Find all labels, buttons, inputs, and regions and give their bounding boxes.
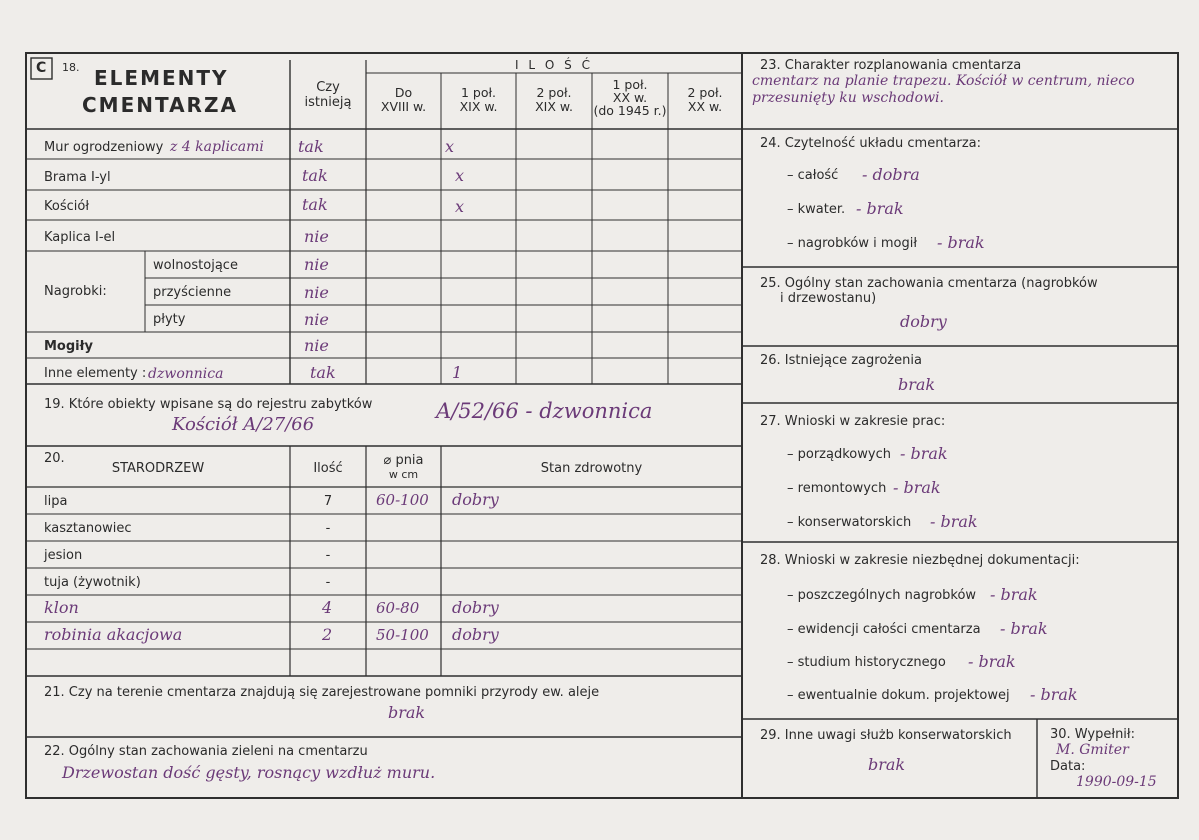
s28-v1: - brak (990, 585, 1038, 604)
s28-l1: – poszczególnych nagrobków (787, 588, 977, 603)
section-20-number: 20. (44, 451, 65, 466)
s27-v3: - brak (930, 512, 978, 531)
row-brama-mark: x (455, 166, 465, 185)
row-nagrobki-label: Nagrobki: (44, 284, 107, 299)
tree-name-1: kasztanowiec (44, 521, 132, 536)
tree-state-4: dobry (452, 598, 499, 617)
row-mogily-label: Mogiły (44, 339, 93, 354)
section-23-value-1: cmentarz na planie trapezu. Kościół w centrum, nieco (752, 73, 1135, 89)
section-19-value-1: Kościół A/27/66 (172, 414, 315, 435)
header-czy: Czy (316, 80, 340, 95)
s24-l3: – nagrobków i mogił (787, 236, 918, 251)
tree-count-2: - (325, 548, 331, 563)
tree-count-3: - (325, 575, 331, 590)
s24-v3: - brak (937, 233, 985, 252)
section-19-value-2: A/52/66 - dzwonnica (436, 399, 653, 423)
row-plyty-value: nie (304, 310, 329, 329)
section-30-label: 30. Wypełnił: (1050, 727, 1135, 742)
period-0-line-0: Do (394, 85, 413, 100)
row-inne-label: Inne elementy : (44, 366, 147, 381)
row-mur-mark: x (445, 137, 455, 156)
period-1-line-1: XIX w. (459, 99, 498, 114)
section-25-value: dobry (900, 312, 947, 331)
s24-v1: - dobra (862, 165, 920, 184)
tree-name-5: robinia akacjowa (44, 625, 183, 644)
starodrzew-pnia-header: ⌀ pnia (383, 453, 424, 468)
row-brama-label: Brama I-yl (44, 170, 111, 185)
s28-v3: - brak (968, 652, 1016, 671)
header-istnieja: istnieją (304, 95, 352, 110)
row-kaplica-exists: nie (304, 227, 329, 246)
section-23-label: 23. Charakter rozplanowania cmentarza (760, 58, 1022, 73)
row-kaplica-label: Kaplica I-el (44, 230, 116, 245)
starodrzew-stan-header: Stan zdrowotny (540, 461, 643, 476)
s27-v1: - brak (900, 444, 948, 463)
starodrzew-ilosc-header: Ilość (313, 461, 343, 476)
row-wolnostojace-label: wolnostojące (153, 258, 238, 273)
period-3-line-0: 1 poł. (612, 77, 648, 92)
section-29-label: 29. Inne uwagi służb konserwatorskich (760, 728, 1012, 743)
row-kosciol-mark: x (455, 197, 465, 216)
s28-l2: – ewidencji całości cmentarza (787, 622, 981, 637)
section-18-number: 18. (62, 61, 80, 74)
s24-v2: - brak (856, 199, 904, 218)
s28-v4: - brak (1030, 685, 1078, 704)
section-28-label: 28. Wnioski w zakresie niezbędnej dokumentacji: (760, 553, 1080, 568)
s27-l3: – konserwatorskich (787, 515, 912, 530)
tree-count-0: 7 (323, 494, 333, 509)
s24-l1: – całość (787, 168, 839, 183)
period-1-line-0: 1 poł. (460, 85, 497, 100)
section-26-value: brak (898, 375, 936, 394)
s27-v2: - brak (893, 478, 941, 497)
section-22-label: 22. Ogólny stan zachowania zieleni na cmentarzu (44, 744, 368, 759)
s24-l2: – kwater. (787, 202, 846, 217)
section-30-date-label: Data: (1050, 759, 1086, 774)
section-30-name: M. Gmiter (1056, 742, 1129, 758)
tree-state-0: dobry (452, 490, 499, 509)
row-inne-exists: tak (310, 363, 336, 382)
row-mur-note: z 4 kaplicami (170, 139, 264, 155)
section-22-value: Drzewostan dość gęsty, rosnący wzdłuż muru. (62, 763, 436, 782)
row-przyscienne-label: przyścienne (153, 285, 232, 300)
row-mogily-exists: nie (304, 336, 329, 355)
tree-count-1: - (325, 521, 331, 536)
period-3-line-1: XX w. (612, 90, 648, 105)
s28-l4: – ewentualnie dokum. projektowej (787, 688, 1010, 703)
section-25-label-2: i drzewostanu) (780, 291, 877, 306)
section-25-label-1: 25. Ogólny stan zachowania cmentarza (nagrobków (760, 276, 1098, 291)
row-przyscienne-value: nie (304, 283, 329, 302)
row-plyty-label: płyty (153, 312, 186, 327)
starodrzew-title: STARODRZEW (111, 461, 205, 476)
period-3-line-2: (do 1945 r.) (593, 103, 667, 118)
s27-l2: – remontowych (787, 481, 887, 496)
tree-count-5: 2 (322, 625, 333, 644)
section-29-value: brak (868, 755, 906, 774)
section-27-label: 27. Wnioski w zakresie prac: (760, 414, 946, 429)
period-2-line-1: XIX w. (535, 99, 573, 114)
row-brama-exists: tak (302, 166, 328, 185)
section-19-label: 19. Które obiekty wpisane są do rejestru zabytków (44, 397, 373, 412)
tree-name-4: klon (44, 598, 79, 617)
title-line-1: ELEMENTY (94, 66, 229, 90)
s28-v2: - brak (1000, 619, 1048, 638)
tree-name-2: jesion (44, 548, 83, 563)
tree-size-0: 60-100 (376, 491, 429, 509)
period-2-line-0: 2 poł. (536, 85, 572, 100)
s28-l3: – studium historycznego (787, 655, 946, 670)
row-inne-count: 1 (452, 363, 463, 382)
tree-count-4: 4 (322, 598, 333, 617)
starodrzew-cm-header: w cm (388, 468, 419, 481)
period-4-line-1: XX w. (687, 99, 723, 114)
s27-l1: – porządkowych (787, 447, 891, 462)
section-21-value: brak (388, 703, 426, 722)
row-inne-note: dzwonnica (148, 366, 224, 382)
section-23-value-2: przesunięty ku wschodowi. (752, 90, 944, 106)
row-wolnostojace-value: nie (304, 255, 329, 274)
tree-size-4: 60-80 (376, 599, 420, 617)
title-line-2: CMENTARZA (82, 93, 238, 117)
tree-size-5: 50-100 (376, 626, 429, 644)
section-26-label: 26. Istniejące zagrożenia (760, 353, 922, 368)
row-kosciol-label: Kościół (44, 199, 90, 214)
period-4-line-0: 2 poł. (687, 85, 723, 100)
row-mur-label: Mur ogrodzeniowy (44, 140, 164, 155)
section-30-date: 1990-09-15 (1076, 774, 1157, 790)
tree-state-5: dobry (452, 625, 499, 644)
row-kosciol-exists: tak (302, 195, 328, 214)
section-24-label: 24. Czytelność układu cmentarza: (760, 136, 982, 151)
section-code: C (36, 60, 47, 76)
row-mur-exists: tak (298, 137, 324, 156)
tree-name-3: tuja (żywotnik) (44, 575, 141, 590)
section-21-label: 21. Czy na terenie cmentarza znajdują się zarejestrowane pomniki przyrody ew. aleje (44, 685, 600, 700)
period-0-line-1: XVIII w. (380, 99, 427, 114)
header-ilosc: I L O Ś Ć (515, 58, 593, 72)
tree-name-0: lipa (44, 494, 68, 509)
